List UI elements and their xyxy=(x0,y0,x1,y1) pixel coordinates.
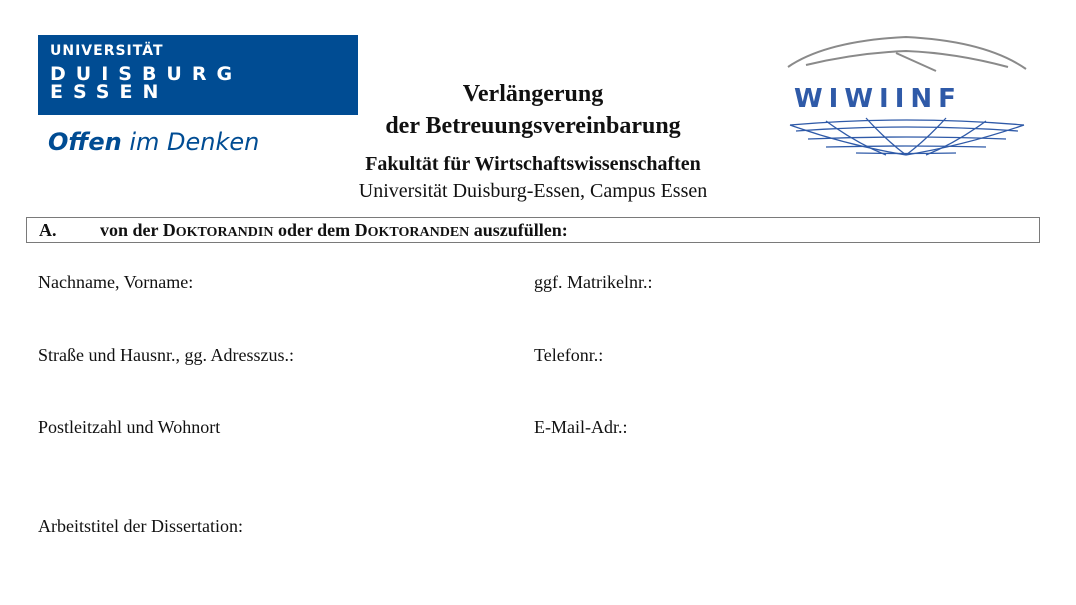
thesis-title-label: Arbeitstitel der Dissertation: xyxy=(38,516,243,536)
section-text-2: oder dem xyxy=(273,220,355,240)
section-a-header xyxy=(26,217,1040,243)
logo-essen-text: ESSEN xyxy=(50,81,169,103)
document-title xyxy=(300,78,766,142)
wiwi-logo-text: WIWIINF xyxy=(794,84,962,114)
section-text-1: von der xyxy=(100,220,163,240)
title-line-2: der Betreuungsvereinbarung xyxy=(385,113,681,139)
logo-duisburg-text: DUISBURG xyxy=(50,63,243,85)
faculty-name: Fakultät für Wirtschaftswissenschaften xyxy=(365,153,701,175)
slogan-rest: im Denken xyxy=(121,128,260,156)
city-label: Postleitzahl und Wohnort xyxy=(38,417,221,437)
smallcaps-cap-1: D xyxy=(162,220,176,240)
smallcaps-rest-1: OKTORANDIN xyxy=(175,225,274,240)
section-letter: A. xyxy=(39,220,57,240)
smallcaps-cap-2: D xyxy=(354,220,368,240)
phone-label: Telefonr.: xyxy=(534,345,604,365)
street-label: Straße und Hausnr., gg. Adresszus.: xyxy=(38,345,294,365)
smallcaps-rest-2: OKTORANDEN xyxy=(367,225,470,240)
section-text-3: auszufüllen: xyxy=(469,220,568,240)
wiwi-logo xyxy=(786,35,1028,161)
title-line-1: Verlängerung xyxy=(462,81,604,107)
slogan-bold: Offen xyxy=(48,128,122,156)
logo-university-text: UNIVERSITÄT xyxy=(50,43,164,59)
university-campus: Universität Duisburg-Essen, Campus Essen xyxy=(358,180,708,202)
email-label: E-Mail-Adr.: xyxy=(534,417,628,437)
section-a-title xyxy=(100,220,568,241)
matrikel-label: ggf. Matrikelnr.: xyxy=(534,272,653,292)
name-label: Nachname, Vorname: xyxy=(38,272,194,292)
logo-slogan xyxy=(48,128,259,156)
